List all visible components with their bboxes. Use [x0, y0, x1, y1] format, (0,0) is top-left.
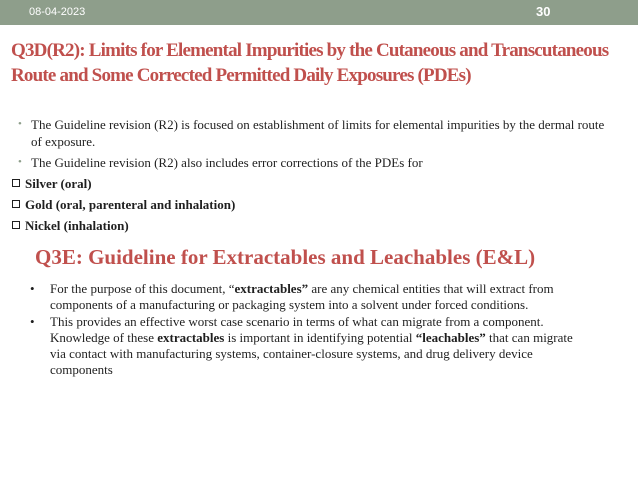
bullet-item: [30, 281, 590, 313]
slide-date: 08-04-2023: [29, 6, 86, 18]
bullet-text: The Guideline revision (R2) is focused on establishment of limits for elemental impurities by the dermal route of exposure.: [31, 117, 605, 149]
checklist-item: [11, 175, 611, 192]
slide-title: Q3D(R2): Limits for Elemental Impurities by the Cutaneous and Transcutaneous Route and Some Corrected Permitted Daily Exposures (PDEs): [11, 40, 609, 86]
header-bar: [0, 0, 638, 25]
bullet-icon: •: [18, 118, 22, 130]
bullet-item: [11, 154, 611, 171]
bullet-item: [11, 116, 611, 150]
checklist-text: Nickel (inhalation): [25, 218, 129, 233]
bullet-item: [30, 314, 590, 378]
section-q3e: [30, 281, 590, 379]
checkbox-icon: [12, 179, 20, 187]
section-q3d: [11, 116, 611, 238]
bullet-icon: •: [18, 156, 22, 168]
section-heading-q3e: Q3E: Guideline for Extractables and Leachables (E&L): [35, 245, 536, 269]
bullet-text: The Guideline revision (R2) also includes error corrections of the PDEs for: [31, 155, 423, 170]
slide-number: 30: [536, 4, 551, 19]
bullet-icon: •: [30, 281, 35, 296]
bullet-text: This provides an effective worst case scenario in terms of what can migrate from a component. Knowledge of these extractables is important in identifying potential “leachables” that can migrate via contact with manufacturing systems, container-closure systems, and drug delivery device components: [50, 314, 573, 377]
bullet-text: For the purpose of this document, “extractables” are any chemical entities that will extract from components of a manufacturing or packaging system into a solvent under forced conditions.: [50, 281, 554, 312]
bullet-icon: •: [30, 314, 35, 329]
checklist-text: Silver (oral): [25, 176, 92, 191]
checkbox-icon: [12, 200, 20, 208]
checklist-item: [11, 196, 611, 213]
checkbox-icon: [12, 221, 20, 229]
checklist-text: Gold (oral, parenteral and inhalation): [25, 197, 236, 212]
checklist-item: [11, 217, 611, 234]
